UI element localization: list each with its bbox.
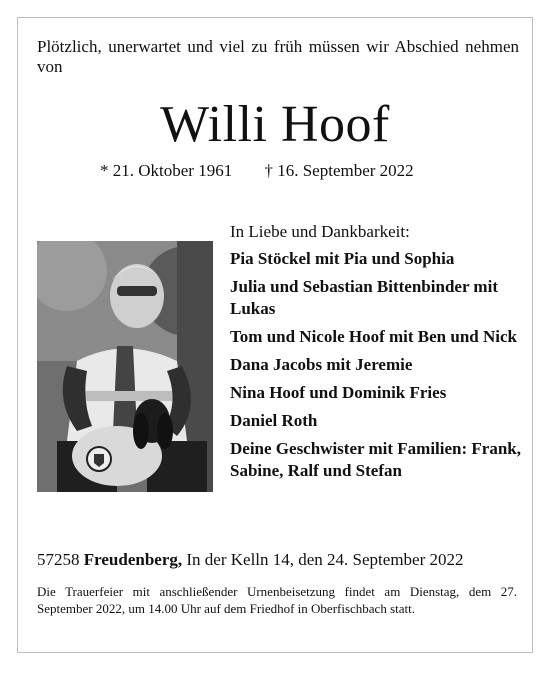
life-dates [100, 161, 414, 181]
town-name: Freudenberg, [83, 550, 183, 569]
mourner-line: Julia und Sebastian Bittenbinder mit Lukas [230, 277, 498, 318]
deceased-name: Willi Hoof [160, 96, 390, 153]
mourner-line: Daniel Roth [230, 411, 318, 430]
postal-code: 57258 [37, 550, 80, 569]
mourners-list [230, 221, 530, 488]
mourner-line: Pia Stöckel mit Pia und Sophia [230, 249, 455, 268]
portrait-photo [37, 241, 213, 492]
obituary-notice [17, 17, 533, 653]
mourners-names [230, 248, 530, 482]
mourner-line: Tom und Nicole Hoof mit Ben und Nick [230, 327, 517, 346]
birth-date: * 21. Oktober 1961 [100, 161, 233, 180]
portrait-illustration [37, 241, 213, 492]
mourner-line: Dana Jacobs mit Jeremie [230, 355, 413, 374]
mourner-line: Deine Geschwister mit Familien: Frank, Sabine, Ralf und Stefan [230, 439, 522, 480]
intro-text: Plötzlich, unerwartet und viel zu früh müssen wir Abschied nehmen von [37, 37, 519, 76]
mourners-lead: In Liebe und Dankbarkeit: [230, 222, 410, 241]
death-date: † 16. September 2022 [264, 161, 414, 180]
funeral-notice: Die Trauerfeier mit anschließender Urnenbeisetzung findet am Dienstag, dem 27. September 2022, um 14.00 Uhr auf dem Friedhof in Oberfischbach statt. [37, 584, 517, 616]
address-date: In der Kelln 14, den 24. September 2022 [186, 550, 464, 569]
place-and-date [37, 550, 517, 570]
mourner-line: Nina Hoof und Dominik Fries [230, 383, 447, 402]
